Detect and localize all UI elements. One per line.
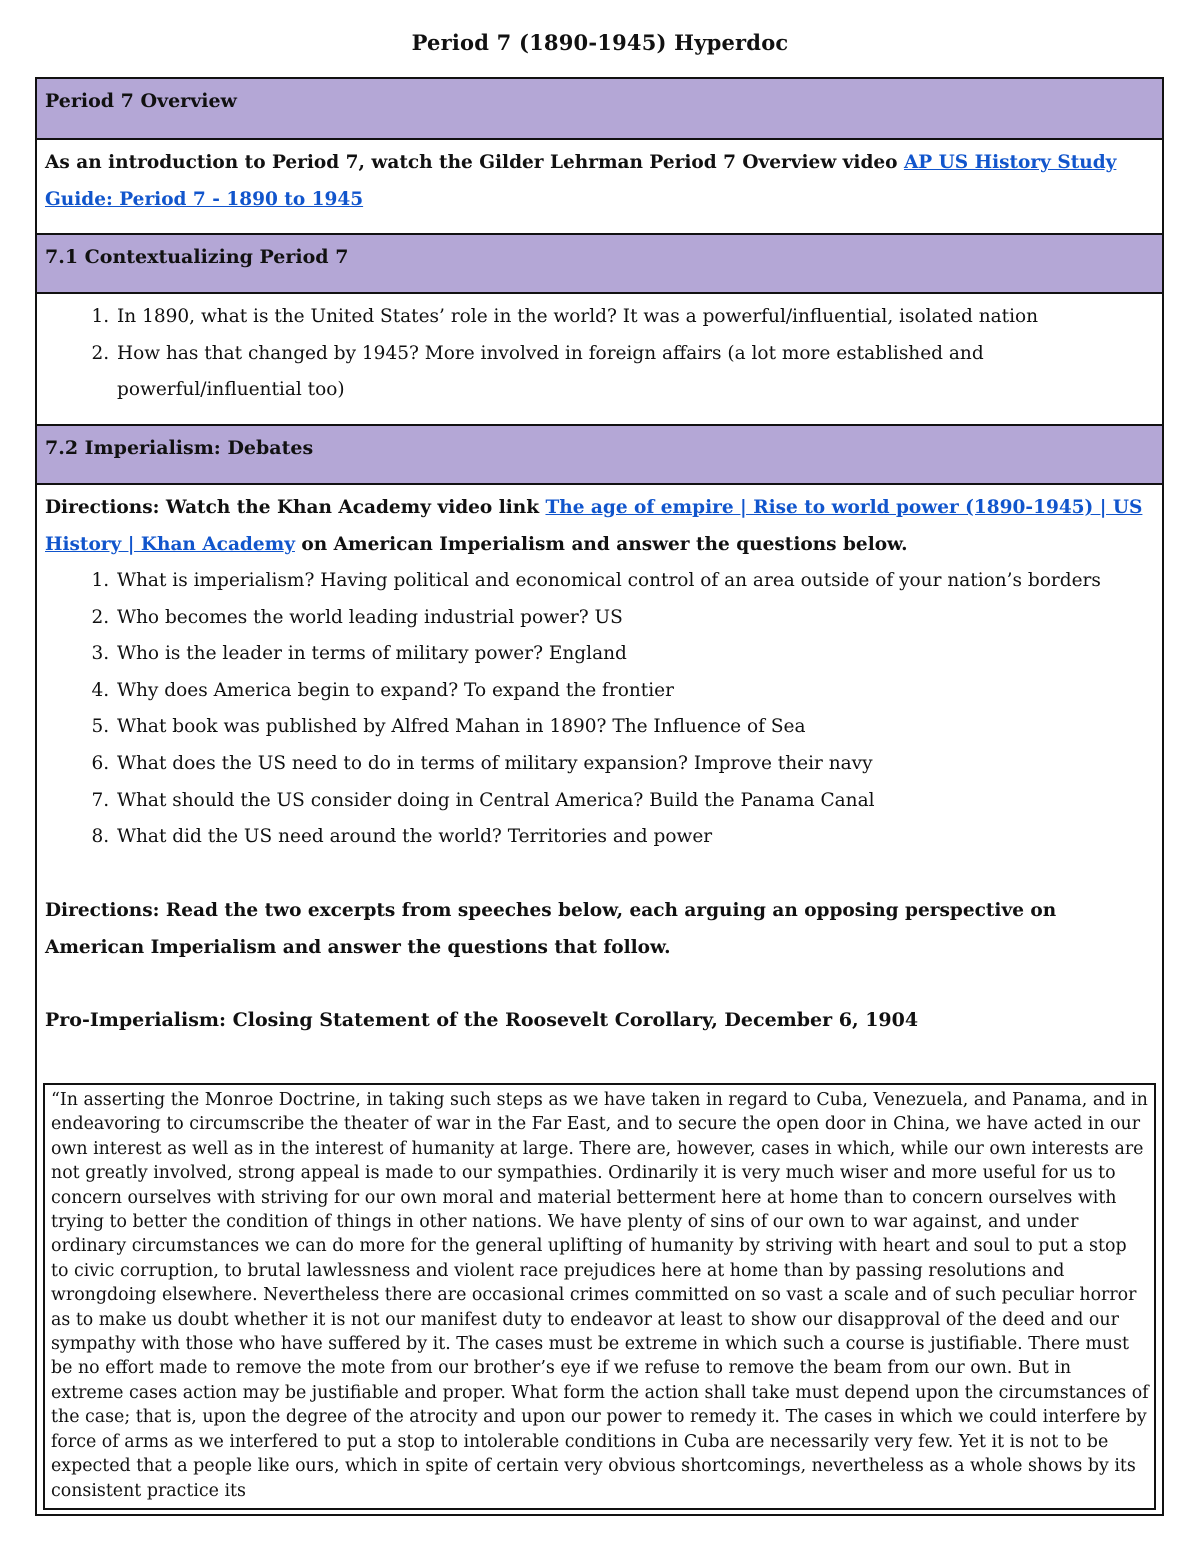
khan-academy-video-link[interactable]: The age of empire | Rise to world power (1890-1945) | US History | Khan Academy [45,497,1143,555]
overview-video-link[interactable]: AP US History Study Guide: Period 7 - 1890 to 1945 [45,152,1117,210]
contextualizing-section [37,294,1162,426]
list-item: 3. Who is the leader in terms of military power? England [115,636,1154,673]
imperialism-header: 7.2 Imperialism: Debates [37,426,1162,485]
list-item: 8. What did the US need around the world? Territories and power [115,819,1154,856]
list-item: 2. How has that changed by 1945? More involved in foreign affairs (a lot more established and powerful/influential too) [115,336,1154,409]
contextualizing-header: 7.1 Contextualizing Period 7 [37,235,1162,294]
roosevelt-corollary-quote: “In asserting the Monroe Doctrine, in taking such steps as we have taken in regard to Cuba, Venezuela, and Panama, and in endeavoring to circumscribe the theater of war in the Far East, and to secure the open door in China, we have acted in our own interest as well as in the interest of humanity at large. There are, however, cases in which, while our own interests are not greatly involved, strong appeal is made to our sympathies. Ordinarily it is very much wiser and more useful for us to concern ourselves with striving for our own moral and material betterment here at home than to concern ourselves with trying to better the condition of things in other nations. We have plenty of sins of our own to war against, and under ordinary circumstances we can do more for the general uplifting of humanity by striving with heart and soul to put a stop to civic corruption, to brutal lawlessness and violent race prejudices here at home than by passing resolutions and wrongdoing elsewhere. Nevertheless there are occasional crimes committed on so vast a scale and of such peculiar horror as to make us doubt whether it is not our manifest duty to endeavor at least to show our disapproval of the deed and our sympathy with those who have suffered by it. The cases must be extreme in which such a course is justifiable. There must be no effort made to remove the mote from our brother’s eye if we refuse to remove the beam from our own. But in extreme cases action may be justifiable and proper. What form the action shall take must depend upon the circumstances of the case; that is, upon the degree of the atrocity and upon our power to remedy it. The cases in which we could interfere by force of arms as we interfered to put a stop to intolerable conditions in Cuba are necessarily very few. Yet it is not to be expected that a people like ours, which in spite of certain very obvious shortcomings, nevertheless as a whole shows by its consistent practice its [43,1083,1156,1510]
list-item: 5. What book was published by Alfred Mahan in 1890? The Influence of Sea [115,709,1154,746]
directions-text-end: on American Imperialism and answer the questions below. [294,534,908,555]
overview-intro [37,140,1162,235]
page-title: Period 7 (1890-1945) Hyperdoc [411,30,789,55]
hyperdoc-table [35,77,1164,1516]
directions-text: Directions: Watch the Khan Academy video link [45,497,546,518]
list-item: 1. What is imperialism? Having political and economical control of an area outside of your nation’s borders [115,563,1154,600]
imperialism-directions [45,489,1154,563]
list-item: 6. What does the US need to do in terms of military expansion? Improve their navy [115,746,1154,783]
speeches-directions: Directions: Read the two excerpts from speeches below, each arguing an opposing perspective on American Imperialism and answer the questions that follow. [45,899,1057,958]
pro-imperialism-heading: Pro-Imperialism: Closing Statement of the Roosevelt Corollary, December 6, 1904 [45,1008,919,1031]
list-item: 7. What should the US consider doing in Central America? Build the Panama Canal [115,783,1154,820]
overview-header: Period 7 Overview [37,79,1162,140]
overview-intro-text: As an introduction to Period 7, watch the Gilder Lehrman Period 7 Overview video [45,152,904,173]
list-item: 4. Why does America begin to expand? To expand the frontier [115,673,1154,710]
imperialism-questions [45,563,1154,856]
contextualizing-list [45,299,1154,409]
list-item: 2. Who becomes the world leading industrial power? US [115,600,1154,637]
list-item: 1. In 1890, what is the United States’ role in the world? It was a powerful/influential, isolated nation [115,299,1154,336]
